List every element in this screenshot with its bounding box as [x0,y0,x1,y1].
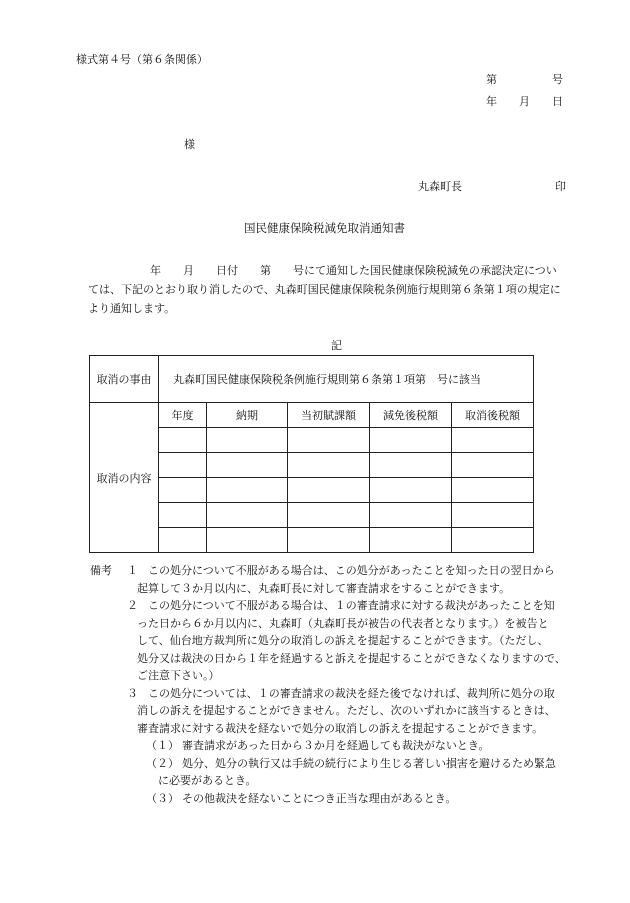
document-title: 国民健康保険税減免取消通知書 [244,221,405,235]
sub-item-2-line-2: に必要があるとき。 [158,774,257,787]
body-line-3: より通知します。 [88,302,176,315]
sub-item-1: 審査請求があった日から３か月を経過しても裁決がないとき。 [182,739,490,752]
sub-item-2-line-1: 処分、処分の執行又は手続の続行により生じる著しい損害を避けるため緊急 [182,756,556,770]
table-cell [207,503,288,528]
table-cell [370,453,452,478]
remark-2-line-4: 処分又は裁決の日から１年を経過すると訴えを提起することができなくなりますので、 [137,651,566,665]
table-cell [370,503,452,528]
table-cell [207,478,288,503]
table-cell [159,428,207,453]
recipient-honorific: 様 [184,138,195,151]
remark-3-line-2: 消しの訴えを提起することができません。ただし、次のいずれかに該当するときは、 [137,704,556,717]
sub-item-number-1: （１） [146,739,179,752]
remark-number-3: ３ [127,686,138,700]
reason-label-cell: 取消の事由 [90,356,159,403]
table-cell [207,428,288,453]
table-cell [159,453,207,478]
remark-number-2: ２ [127,599,138,612]
table-cell [452,478,534,503]
remark-1-line-1: この処分について不服がある場合は、この処分があったことを知った日の翌日から [148,564,555,577]
remark-2-line-3: して、仙台地方裁判所に処分の取消しの訴えを提起することができます。（ただし、 [137,634,549,647]
body-line-2: ては、下記のとおり取り消したので、丸森町国民健康保険税条例施行規則第６条第１項の規定に [88,283,561,296]
column-header: 減免後税額 [370,403,452,428]
table-cell [159,478,207,503]
remark-2-line-1: この処分について不服がある場合は、１の審査請求に対する裁決があったことを知 [148,599,555,612]
remark-2-line-2: った日から６か月以内に、丸森町（丸森町長が被告の代表者となります。）を被告と [137,616,549,630]
table-cell [207,453,288,478]
content-label-cell: 取消の内容 [90,403,159,553]
table-cell [452,528,534,553]
column-header: 納期 [207,403,288,428]
table-cell [207,528,288,553]
remarks-label: 備考 [90,564,112,577]
reason-text-cell: 丸森町国民健康保険税条例施行規則第６条第１項第 号に該当 [159,356,534,403]
sender-title: 丸森町長 [418,180,462,193]
table-cell [159,503,207,528]
record-label: 記 [331,339,342,352]
document-date: 年 月 日 [486,95,563,108]
column-header: 当初賦課額 [288,403,370,428]
table-cell [288,453,370,478]
sub-item-number-3: （３） [146,791,179,805]
cancellation-table [89,355,534,553]
reason-row [90,356,534,403]
form-number: 様式第４号（第６条関係） [76,53,208,66]
table-cell [288,528,370,553]
table-cell [288,503,370,528]
table-cell [452,428,534,453]
table-cell [288,428,370,453]
document-number: 第 号 [486,73,563,86]
column-header: 年度 [159,403,207,428]
remark-number-1: １ [127,564,138,577]
remark-2-line-5: ご注意下さい。） [137,669,220,682]
remark-3-line-1: この処分については、１の審査請求の裁決を経た後でなければ、裁判所に処分の取 [148,686,555,700]
body-paragraph [88,261,608,318]
table-cell [159,528,207,553]
remark-1-line-2: 起算して３か月以内に、丸森町長に対して審査請求をすることができます。 [137,581,511,595]
column-header: 取消後税額 [452,403,534,428]
remarks-section [90,562,620,807]
table-cell [370,428,452,453]
sub-item-3: その他裁決を経ないことにつき正当な理由があるとき。 [182,791,457,805]
table-cell [370,478,452,503]
table-cell [452,503,534,528]
seal-mark: 印 [555,180,566,193]
column-header-row [90,403,534,428]
table-cell [370,528,452,553]
sub-item-number-2: （２） [146,756,179,770]
table-cell [452,453,534,478]
table-cell [288,478,370,503]
body-line-1: 年 月 日付 第 号にて通知した国民健康保険税減免の承認決定につい [150,264,557,277]
remark-3-line-3: 審査請求に対する裁決を経ないで処分の取消しの訴えを提起することができます。 [137,721,544,735]
